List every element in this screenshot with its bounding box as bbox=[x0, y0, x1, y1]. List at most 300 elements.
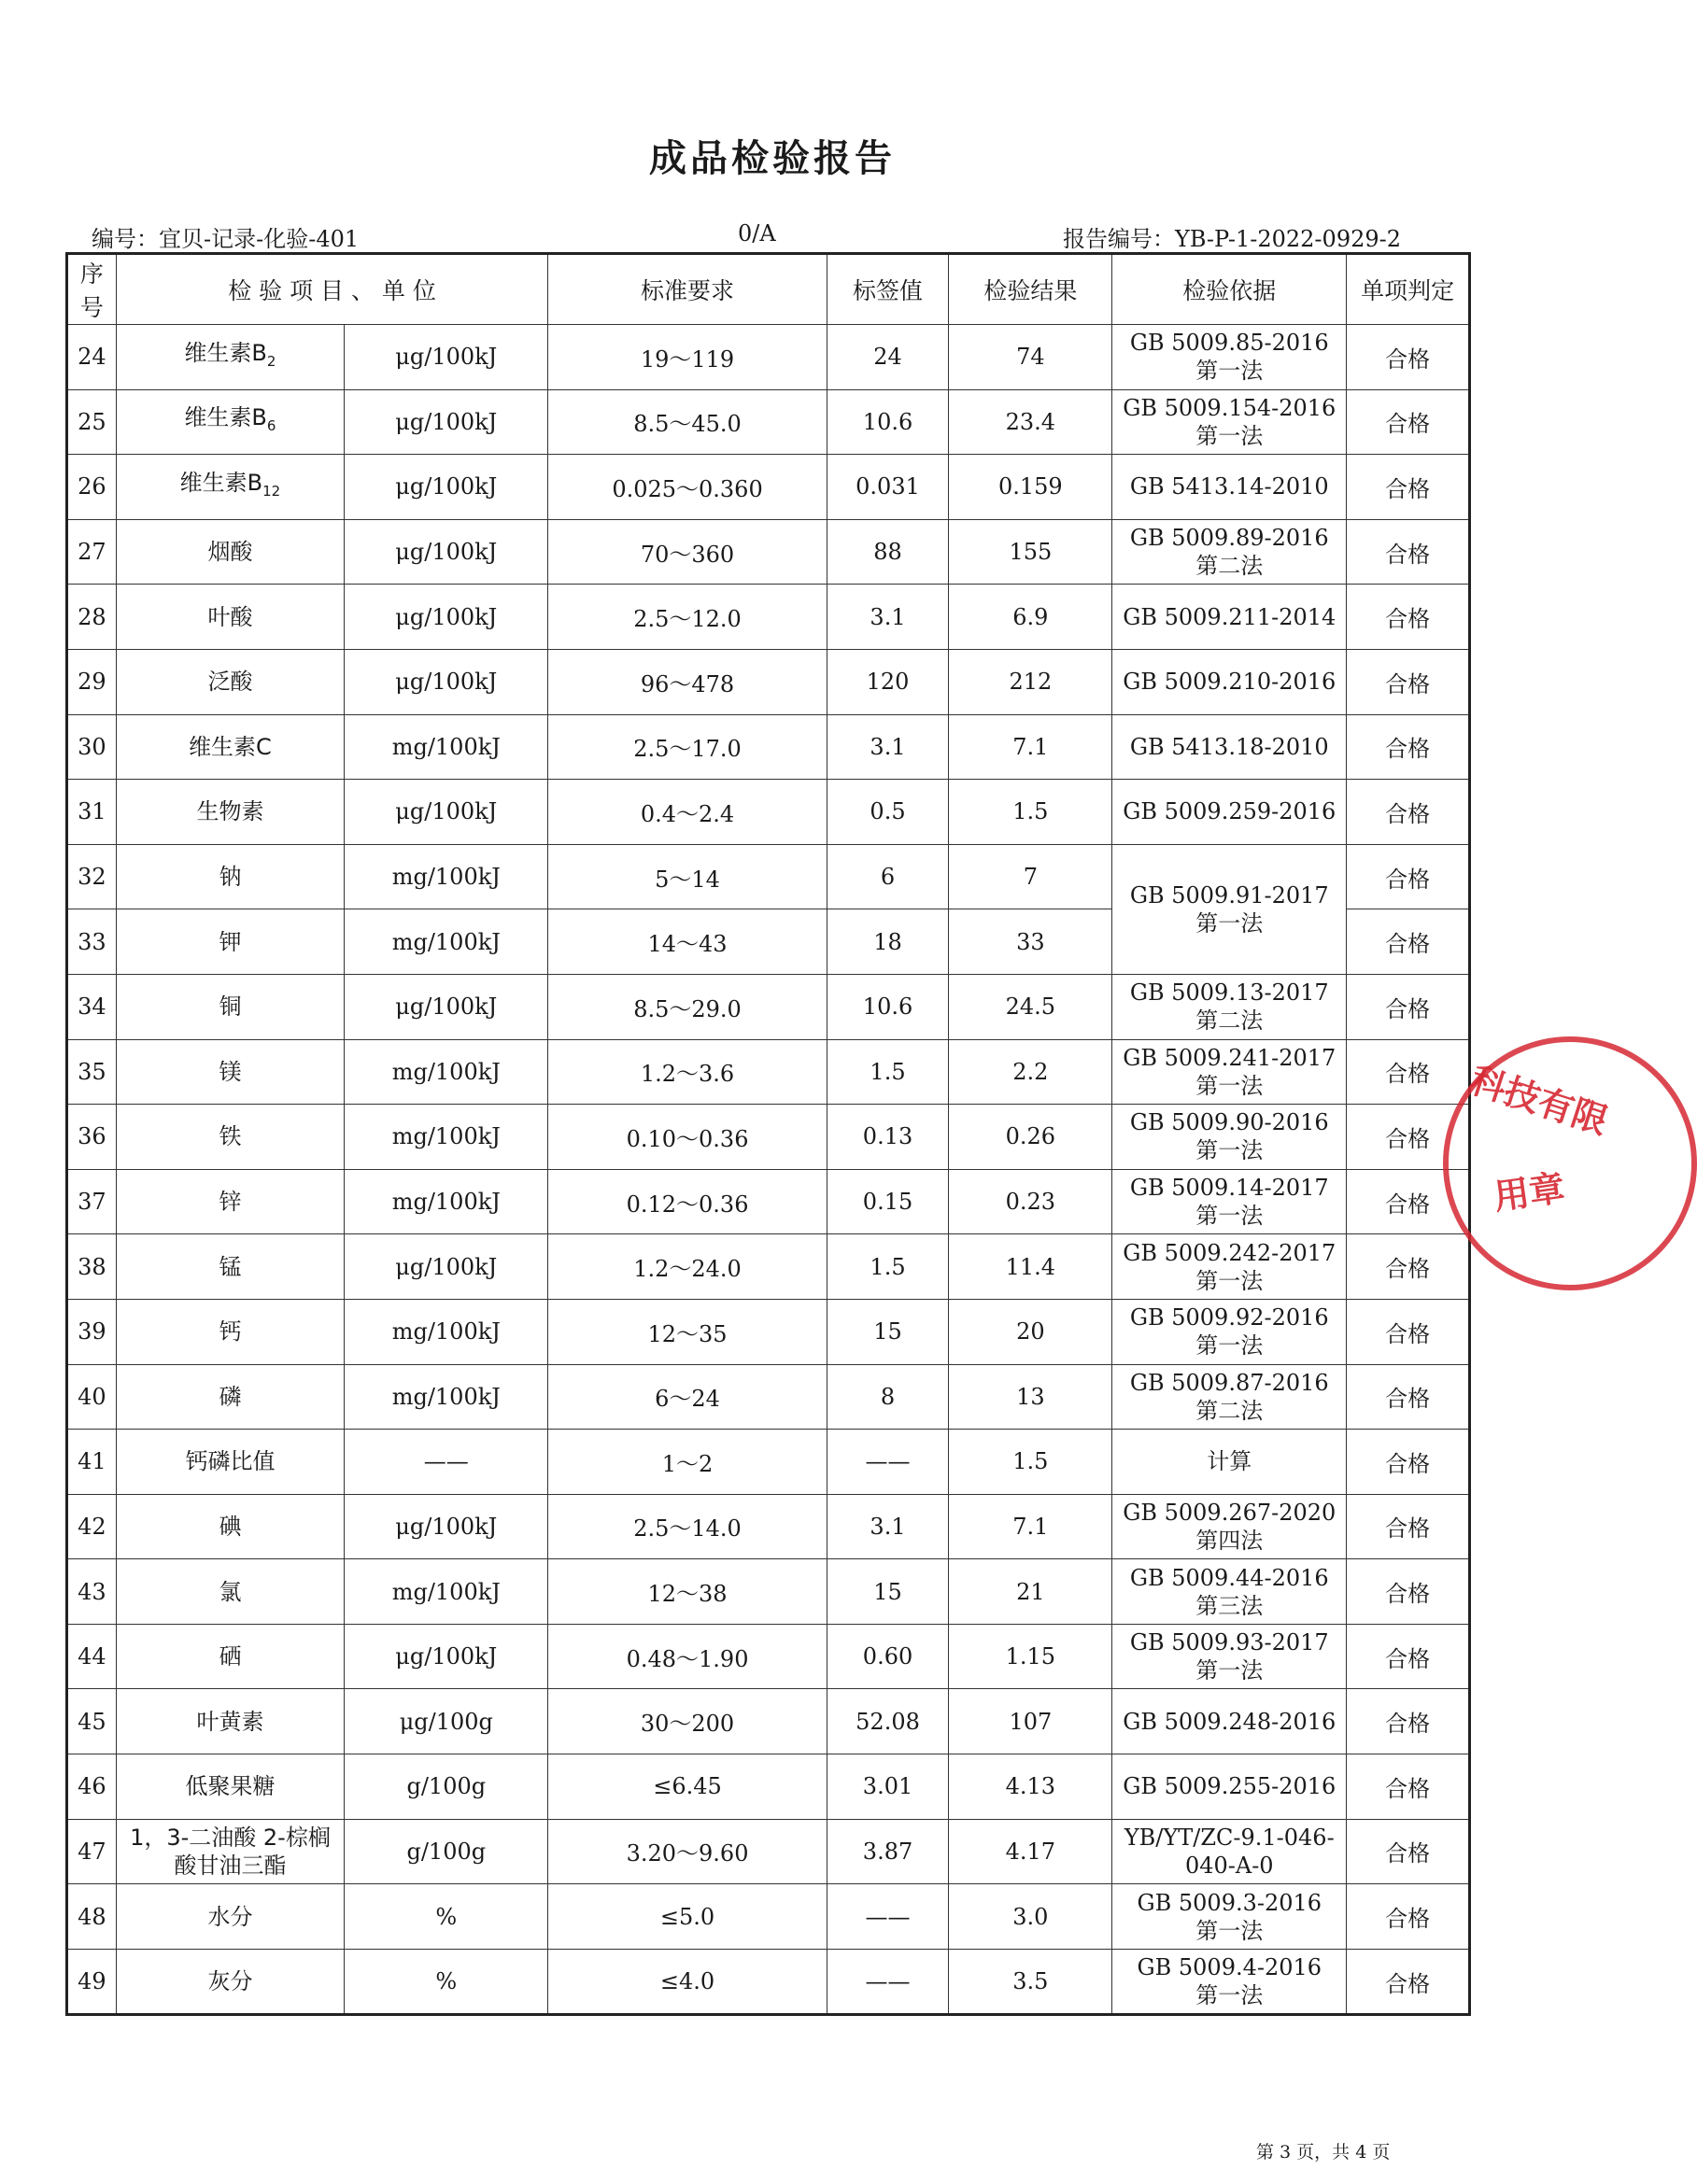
item-name bbox=[116, 1039, 345, 1105]
test-result: 7.1 bbox=[949, 1494, 1112, 1559]
label-value: 52.08 bbox=[827, 1689, 949, 1754]
item-name-text: 维生素B bbox=[179, 470, 263, 497]
label-value: 10.6 bbox=[827, 389, 949, 455]
test-result: 13 bbox=[949, 1364, 1112, 1430]
item-verdict: 合格 bbox=[1347, 780, 1470, 845]
item-name-text: 钠 bbox=[219, 864, 242, 891]
table-row bbox=[67, 844, 1470, 909]
test-method bbox=[1112, 844, 1347, 974]
item-name bbox=[116, 1299, 345, 1364]
row-number: 45 bbox=[67, 1689, 117, 1754]
table-header-row bbox=[67, 254, 1470, 325]
header-standard: 标准要求 bbox=[548, 254, 827, 325]
standard-requirement: 8.5～29.0 bbox=[548, 974, 827, 1039]
item-unit: mg/100kJ bbox=[345, 844, 548, 909]
table-row bbox=[67, 1949, 1470, 2015]
item-name bbox=[116, 1624, 345, 1689]
item-name-text: 水分 bbox=[207, 1903, 253, 1930]
item-name-text: 灰分 bbox=[207, 1968, 253, 1995]
test-method-standard: GB 5009.90-2016 bbox=[1129, 1109, 1329, 1136]
table-row bbox=[67, 974, 1470, 1039]
standard-requirement: 0.48～1.90 bbox=[548, 1624, 827, 1689]
item-unit: μg/100kJ bbox=[345, 649, 548, 714]
test-method bbox=[1112, 1039, 1347, 1105]
test-result: 20 bbox=[949, 1299, 1112, 1364]
test-method-variant: 第一法 bbox=[1195, 909, 1264, 937]
table-row bbox=[67, 1364, 1470, 1430]
test-method-standard: GB 5009.87-2016 bbox=[1129, 1369, 1329, 1396]
page-footer: 第 3 页，共 4 页 bbox=[1256, 2142, 1391, 2163]
label-value: —— bbox=[827, 1430, 949, 1495]
item-unit: % bbox=[345, 1949, 548, 2015]
test-method-standard: GB 5009.241-2017 bbox=[1123, 1044, 1336, 1071]
test-result: 155 bbox=[949, 519, 1112, 585]
table-row bbox=[67, 1494, 1470, 1559]
item-name-text: 维生素C bbox=[189, 733, 272, 760]
item-verdict: 合格 bbox=[1347, 974, 1470, 1039]
item-name-text: 烟酸 bbox=[207, 539, 253, 566]
table-row bbox=[67, 1430, 1470, 1495]
standard-requirement: ≤4.0 bbox=[548, 1949, 827, 2015]
test-method bbox=[1112, 1430, 1347, 1495]
item-name-text: 叶黄素 bbox=[196, 1708, 264, 1735]
table-row bbox=[67, 455, 1470, 520]
label-value: 120 bbox=[827, 649, 949, 714]
row-number: 40 bbox=[67, 1364, 117, 1430]
test-result: 1.15 bbox=[949, 1624, 1112, 1689]
item-name bbox=[116, 974, 345, 1039]
item-name bbox=[116, 844, 345, 909]
item-verdict: 合格 bbox=[1347, 1819, 1470, 1884]
test-method bbox=[1112, 1364, 1347, 1430]
standard-requirement: 0.12～0.36 bbox=[548, 1169, 827, 1234]
item-name bbox=[116, 1754, 345, 1820]
label-value: 18 bbox=[827, 909, 949, 975]
table-row bbox=[67, 714, 1470, 780]
standard-requirement: 1～2 bbox=[548, 1430, 827, 1495]
test-method-variant: 第一法 bbox=[1195, 1072, 1264, 1099]
table-row bbox=[67, 585, 1470, 650]
table-row bbox=[67, 1299, 1470, 1364]
standard-requirement: 14～43 bbox=[548, 909, 827, 975]
item-unit: mg/100kJ bbox=[345, 1364, 548, 1430]
test-result: 7.1 bbox=[949, 714, 1112, 780]
standard-requirement: 3.20～9.60 bbox=[548, 1819, 827, 1884]
item-verdict: 合格 bbox=[1347, 1494, 1470, 1559]
item-name-subscript: 12 bbox=[262, 482, 281, 500]
item-verdict: 合格 bbox=[1347, 1754, 1470, 1820]
test-method-variant: 第一法 bbox=[1195, 1917, 1264, 1944]
standard-requirement: 2.5～17.0 bbox=[548, 714, 827, 780]
test-method bbox=[1112, 1754, 1347, 1820]
item-name bbox=[116, 1949, 345, 2015]
test-result: 74 bbox=[949, 325, 1112, 390]
test-method-standard: GB 5009.210-2016 bbox=[1123, 669, 1336, 696]
label-value: 3.87 bbox=[827, 1819, 949, 1884]
test-method bbox=[1112, 1689, 1347, 1754]
row-number: 37 bbox=[67, 1169, 117, 1234]
item-name-text: 钙磷比值 bbox=[185, 1448, 276, 1475]
standard-requirement: 5～14 bbox=[548, 844, 827, 909]
row-number: 49 bbox=[67, 1949, 117, 2015]
item-unit: μg/100kJ bbox=[345, 1494, 548, 1559]
test-method bbox=[1112, 389, 1347, 455]
item-name-text: 生物素 bbox=[196, 798, 264, 825]
label-value: 0.13 bbox=[827, 1105, 949, 1170]
row-number: 47 bbox=[67, 1819, 117, 1884]
item-name-text: 铜 bbox=[219, 993, 242, 1021]
test-method-standard: GB 5009.4-2016 bbox=[1137, 1954, 1322, 1981]
table-row bbox=[67, 1169, 1470, 1234]
standard-requirement: 2.5～12.0 bbox=[548, 585, 827, 650]
row-number: 29 bbox=[67, 649, 117, 714]
item-verdict: 合格 bbox=[1347, 1689, 1470, 1754]
item-verdict: 合格 bbox=[1347, 455, 1470, 520]
test-method-standard: GB 5009.89-2016 bbox=[1129, 525, 1329, 552]
item-name bbox=[116, 1884, 345, 1950]
test-method-standard: GB 5413.18-2010 bbox=[1129, 733, 1329, 760]
test-method-standard: GB 5009.85-2016 bbox=[1129, 330, 1329, 357]
standard-requirement: 96～478 bbox=[548, 649, 827, 714]
standard-requirement: ≤6.45 bbox=[548, 1754, 827, 1820]
row-number: 24 bbox=[67, 325, 117, 390]
item-unit: μg/100kJ bbox=[345, 455, 548, 520]
label-value: 3.1 bbox=[827, 1494, 949, 1559]
item-verdict: 合格 bbox=[1347, 1949, 1470, 2015]
standard-requirement: 8.5～45.0 bbox=[548, 389, 827, 455]
table-row bbox=[67, 1624, 1470, 1689]
item-name-text: 锌 bbox=[219, 1189, 242, 1216]
item-verdict: 合格 bbox=[1347, 389, 1470, 455]
standard-requirement: ≤5.0 bbox=[548, 1884, 827, 1950]
standard-requirement: 12～38 bbox=[548, 1559, 827, 1625]
test-method-standard: GB 5009.13-2017 bbox=[1129, 979, 1329, 1007]
item-verdict: 合格 bbox=[1347, 649, 1470, 714]
item-name-text: 氯 bbox=[219, 1578, 242, 1605]
item-unit: μg/100kJ bbox=[345, 585, 548, 650]
label-value: 10.6 bbox=[827, 974, 949, 1039]
item-verdict: 合格 bbox=[1347, 325, 1470, 390]
item-verdict: 合格 bbox=[1347, 1234, 1470, 1300]
item-unit: g/100g bbox=[345, 1754, 548, 1820]
header-basis: 检验依据 bbox=[1112, 254, 1347, 325]
row-number: 39 bbox=[67, 1299, 117, 1364]
test-result: 4.17 bbox=[949, 1819, 1112, 1884]
item-name bbox=[116, 1234, 345, 1300]
table-row bbox=[67, 1105, 1470, 1170]
item-unit: mg/100kJ bbox=[345, 1039, 548, 1105]
test-method-standard: GB 5009.255-2016 bbox=[1123, 1773, 1336, 1800]
test-method-standard: 计算 bbox=[1207, 1448, 1252, 1475]
item-name-text: 钾 bbox=[219, 928, 242, 955]
item-name-subscript: 6 bbox=[266, 417, 276, 435]
test-result: 0.159 bbox=[949, 455, 1112, 520]
item-unit: μg/100g bbox=[345, 1689, 548, 1754]
table-row bbox=[67, 780, 1470, 845]
test-method bbox=[1112, 585, 1347, 650]
test-result: 24.5 bbox=[949, 974, 1112, 1039]
row-number: 28 bbox=[67, 585, 117, 650]
test-method bbox=[1112, 325, 1347, 390]
label-value: 24 bbox=[827, 325, 949, 390]
document-version: 0/A bbox=[738, 220, 776, 247]
item-verdict: 合格 bbox=[1347, 1364, 1470, 1430]
table-row bbox=[67, 1689, 1470, 1754]
item-verdict: 合格 bbox=[1347, 1884, 1470, 1950]
item-name-subscript: 2 bbox=[266, 352, 276, 370]
item-unit: μg/100kJ bbox=[345, 974, 548, 1039]
standard-requirement: 30～200 bbox=[548, 1689, 827, 1754]
test-method bbox=[1112, 1494, 1347, 1559]
label-value: —— bbox=[827, 1949, 949, 2015]
document-code: 编号：宜贝-记录-化验-401 bbox=[92, 226, 360, 252]
label-value: —— bbox=[827, 1884, 949, 1950]
test-method-variant: 第一法 bbox=[1195, 1982, 1264, 2009]
test-result: 107 bbox=[949, 1689, 1112, 1754]
item-verdict: 合格 bbox=[1347, 1299, 1470, 1364]
item-unit: mg/100kJ bbox=[345, 1169, 548, 1234]
test-method-standard: GB 5009.267-2020 bbox=[1123, 1499, 1336, 1526]
item-name bbox=[116, 1430, 345, 1495]
label-value: 6 bbox=[827, 844, 949, 909]
header-result: 检验结果 bbox=[949, 254, 1112, 325]
test-method-variant: 第一法 bbox=[1195, 1332, 1264, 1360]
item-unit: μg/100kJ bbox=[345, 780, 548, 845]
test-method-variant: 第一法 bbox=[1195, 1203, 1264, 1230]
item-name bbox=[116, 649, 345, 714]
item-verdict: 合格 bbox=[1347, 1105, 1470, 1170]
test-method bbox=[1112, 455, 1347, 520]
test-method-variant: 第二法 bbox=[1195, 1007, 1264, 1035]
row-number: 30 bbox=[67, 714, 117, 780]
row-number: 42 bbox=[67, 1494, 117, 1559]
test-method-variant: 第一法 bbox=[1195, 358, 1264, 385]
standard-requirement: 6～24 bbox=[548, 1364, 827, 1430]
test-result: 1.5 bbox=[949, 780, 1112, 845]
test-method-standard: GB 5009.92-2016 bbox=[1129, 1304, 1329, 1332]
standard-requirement: 12～35 bbox=[548, 1299, 827, 1364]
header-label-value: 标签值 bbox=[827, 254, 949, 325]
table-row bbox=[67, 1884, 1470, 1950]
label-value: 0.031 bbox=[827, 455, 949, 520]
report-number: 报告编号：YB-P-1-2022-0929-2 bbox=[1063, 226, 1402, 252]
test-method-variant: 第一法 bbox=[1195, 1657, 1264, 1684]
item-name bbox=[116, 325, 345, 390]
label-value: 88 bbox=[827, 519, 949, 585]
test-method-standard: GB 5009.248-2016 bbox=[1123, 1708, 1336, 1735]
row-number: 35 bbox=[67, 1039, 117, 1105]
test-method-variant: 第二法 bbox=[1195, 1397, 1264, 1424]
test-method bbox=[1112, 1559, 1347, 1625]
test-result: 4.13 bbox=[949, 1754, 1112, 1820]
row-number: 46 bbox=[67, 1754, 117, 1820]
test-method-standard: GB 5009.242-2017 bbox=[1123, 1239, 1336, 1266]
item-unit: mg/100kJ bbox=[345, 1559, 548, 1625]
header-verdict: 单项判定 bbox=[1347, 254, 1470, 325]
row-number: 34 bbox=[67, 974, 117, 1039]
item-name bbox=[116, 1105, 345, 1170]
item-unit: % bbox=[345, 1884, 548, 1950]
item-name-text: 磷 bbox=[219, 1383, 242, 1410]
test-result: 33 bbox=[949, 909, 1112, 975]
row-number: 48 bbox=[67, 1884, 117, 1950]
test-method-standard: GB 5009.3-2016 bbox=[1137, 1889, 1322, 1916]
item-name bbox=[116, 1494, 345, 1559]
item-name-text: 维生素B bbox=[184, 404, 267, 431]
test-method bbox=[1112, 1624, 1347, 1689]
test-method bbox=[1112, 974, 1347, 1039]
test-method bbox=[1112, 519, 1347, 585]
table-row bbox=[67, 1039, 1470, 1105]
standard-requirement: 19～119 bbox=[548, 325, 827, 390]
label-value: 8 bbox=[827, 1364, 949, 1430]
test-method-standard: GB 5009.93-2017 bbox=[1129, 1629, 1329, 1656]
test-method bbox=[1112, 1105, 1347, 1170]
test-result: 0.26 bbox=[949, 1105, 1112, 1170]
standard-requirement: 0.4～2.4 bbox=[548, 780, 827, 845]
test-result: 7 bbox=[949, 844, 1112, 909]
report-title: 成品检验报告 bbox=[649, 137, 896, 180]
test-method-variant: 第二法 bbox=[1195, 553, 1264, 580]
item-verdict: 合格 bbox=[1347, 1559, 1470, 1625]
table-row bbox=[67, 1234, 1470, 1300]
item-name bbox=[116, 1819, 345, 1884]
test-method-variant: 第一法 bbox=[1195, 1137, 1264, 1164]
table-body bbox=[67, 325, 1470, 2015]
test-result: 3.5 bbox=[949, 1949, 1112, 2015]
standard-requirement: 1.2～3.6 bbox=[548, 1039, 827, 1105]
item-name-text: 钙 bbox=[219, 1318, 242, 1346]
item-unit: mg/100kJ bbox=[345, 909, 548, 975]
item-verdict: 合格 bbox=[1347, 585, 1470, 650]
item-unit: μg/100kJ bbox=[345, 519, 548, 585]
row-number: 27 bbox=[67, 519, 117, 585]
test-method-variant: 第一法 bbox=[1195, 1267, 1264, 1294]
label-value: 3.1 bbox=[827, 714, 949, 780]
standard-requirement: 1.2～24.0 bbox=[548, 1234, 827, 1300]
label-value: 0.5 bbox=[827, 780, 949, 845]
row-number: 32 bbox=[67, 844, 117, 909]
item-verdict: 合格 bbox=[1347, 1430, 1470, 1495]
test-method-variant: 040-A-0 bbox=[1184, 1852, 1274, 1879]
item-unit: μg/100kJ bbox=[345, 389, 548, 455]
test-result: 1.5 bbox=[949, 1430, 1112, 1495]
item-name bbox=[116, 455, 345, 520]
test-method-variant: 第四法 bbox=[1195, 1527, 1264, 1554]
item-name bbox=[116, 909, 345, 975]
row-number: 36 bbox=[67, 1105, 117, 1170]
inspection-table bbox=[65, 252, 1471, 2016]
row-number: 38 bbox=[67, 1234, 117, 1300]
item-unit: —— bbox=[345, 1430, 548, 1495]
test-method-standard: GB 5009.154-2016 bbox=[1123, 394, 1336, 421]
test-method-variant: 第一法 bbox=[1195, 422, 1264, 449]
item-name-text: 低聚果糖 bbox=[185, 1773, 276, 1800]
item-name bbox=[116, 1689, 345, 1754]
item-verdict: 合格 bbox=[1347, 1169, 1470, 1234]
standard-requirement: 2.5～14.0 bbox=[548, 1494, 827, 1559]
item-unit: μg/100kJ bbox=[345, 325, 548, 390]
test-result: 11.4 bbox=[949, 1234, 1112, 1300]
row-number: 44 bbox=[67, 1624, 117, 1689]
label-value: 0.60 bbox=[827, 1624, 949, 1689]
test-method-variant: 第三法 bbox=[1195, 1592, 1264, 1619]
table-row bbox=[67, 649, 1470, 714]
item-unit: μg/100kJ bbox=[345, 1624, 548, 1689]
label-value: 1.5 bbox=[827, 1039, 949, 1105]
test-method bbox=[1112, 714, 1347, 780]
test-method-standard: YB/YT/ZC-9.1-046- bbox=[1124, 1824, 1335, 1851]
test-method-standard: GB 5009.14-2017 bbox=[1129, 1175, 1329, 1202]
test-method bbox=[1112, 1949, 1347, 2015]
table-row bbox=[67, 519, 1470, 585]
test-method bbox=[1112, 1884, 1347, 1950]
table-row bbox=[67, 325, 1470, 390]
test-method-standard: GB 5009.259-2016 bbox=[1123, 798, 1336, 825]
item-name-text: 镁 bbox=[219, 1058, 242, 1085]
item-verdict: 合格 bbox=[1347, 519, 1470, 585]
test-result: 21 bbox=[949, 1559, 1112, 1625]
item-verdict: 合格 bbox=[1347, 1624, 1470, 1689]
row-number: 31 bbox=[67, 780, 117, 845]
table-row bbox=[67, 1559, 1470, 1625]
item-name-text: 硒 bbox=[219, 1643, 242, 1670]
seal-text-top: 科技有限 bbox=[1464, 1059, 1614, 1143]
item-name-text: 叶酸 bbox=[207, 603, 253, 630]
table-row bbox=[67, 389, 1470, 455]
item-unit: mg/100kJ bbox=[345, 1105, 548, 1170]
row-number: 41 bbox=[67, 1430, 117, 1495]
row-number: 43 bbox=[67, 1559, 117, 1625]
test-result: 2.2 bbox=[949, 1039, 1112, 1105]
test-method-standard: GB 5009.211-2014 bbox=[1123, 603, 1336, 630]
item-unit: g/100g bbox=[345, 1819, 548, 1884]
row-number: 33 bbox=[67, 909, 117, 975]
item-name bbox=[116, 1559, 345, 1625]
label-value: 15 bbox=[827, 1299, 949, 1364]
item-name bbox=[116, 1364, 345, 1430]
test-method bbox=[1112, 1819, 1347, 1884]
test-method-standard: GB 5009.44-2016 bbox=[1129, 1564, 1329, 1591]
test-method bbox=[1112, 1234, 1347, 1300]
header-item-unit: 检 验 项 目 、 单 位 bbox=[116, 254, 548, 325]
item-name-text: 碘 bbox=[219, 1513, 242, 1540]
company-seal bbox=[1443, 1036, 1697, 1290]
row-number: 25 bbox=[67, 389, 117, 455]
test-result: 212 bbox=[949, 649, 1112, 714]
row-number: 26 bbox=[67, 455, 117, 520]
table-row bbox=[67, 1819, 1470, 1884]
item-name bbox=[116, 519, 345, 585]
item-verdict: 合格 bbox=[1347, 844, 1470, 909]
label-value: 1.5 bbox=[827, 1234, 949, 1300]
item-name bbox=[116, 780, 345, 845]
test-method-standard: GB 5009.91-2017 bbox=[1129, 881, 1329, 909]
label-value: 3.01 bbox=[827, 1754, 949, 1820]
item-name bbox=[116, 585, 345, 650]
item-name bbox=[116, 714, 345, 780]
item-unit: mg/100kJ bbox=[345, 1299, 548, 1364]
test-method bbox=[1112, 1169, 1347, 1234]
item-verdict: 合格 bbox=[1347, 909, 1470, 975]
label-value: 3.1 bbox=[827, 585, 949, 650]
item-unit: mg/100kJ bbox=[345, 714, 548, 780]
standard-requirement: 0.10～0.36 bbox=[548, 1105, 827, 1170]
label-value: 15 bbox=[827, 1559, 949, 1625]
item-name-text: 维生素B bbox=[184, 339, 267, 366]
item-unit: μg/100kJ bbox=[345, 1234, 548, 1300]
test-result: 6.9 bbox=[949, 585, 1112, 650]
